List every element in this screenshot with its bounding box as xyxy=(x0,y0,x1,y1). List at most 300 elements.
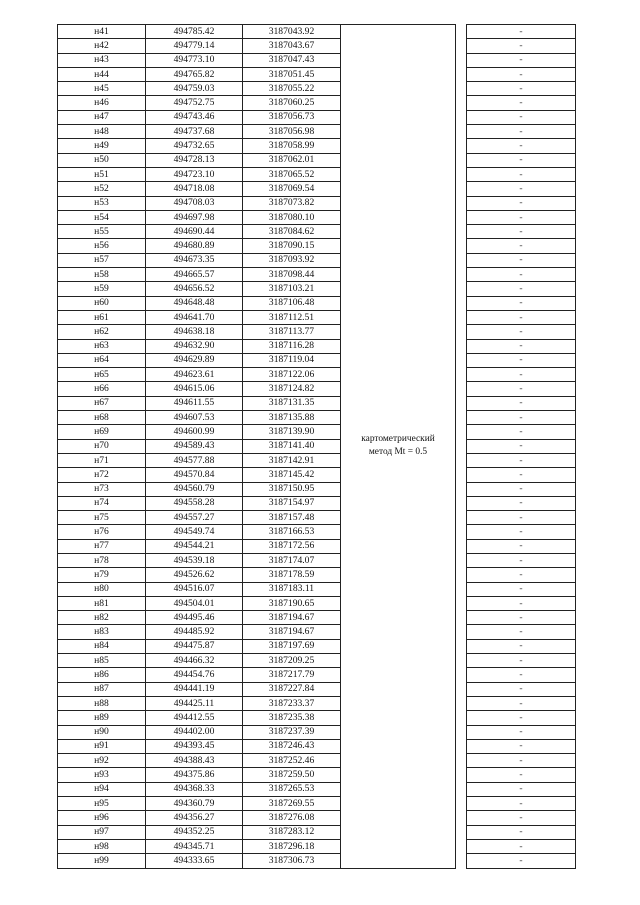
value-cell: - xyxy=(467,139,576,153)
value-cell: - xyxy=(467,353,576,367)
point-id-cell: н48 xyxy=(58,125,146,139)
point-id-cell: н78 xyxy=(58,553,146,567)
y-coordinate-cell: 3187062.01 xyxy=(243,153,341,167)
table-row xyxy=(58,382,576,396)
table-row xyxy=(58,611,576,625)
point-id-cell: н66 xyxy=(58,382,146,396)
x-coordinate-cell: 494360.79 xyxy=(146,797,243,811)
table-row xyxy=(58,654,576,668)
point-id-cell: н82 xyxy=(58,611,146,625)
point-id-cell: н77 xyxy=(58,539,146,553)
y-coordinate-cell: 3187056.73 xyxy=(243,110,341,124)
value-cell: - xyxy=(467,310,576,324)
point-id-cell: н59 xyxy=(58,282,146,296)
y-coordinate-cell: 3187141.40 xyxy=(243,439,341,453)
x-coordinate-cell: 494466.32 xyxy=(146,654,243,668)
table-row xyxy=(58,582,576,596)
x-coordinate-cell: 494570.84 xyxy=(146,468,243,482)
value-cell: - xyxy=(467,239,576,253)
column-gap xyxy=(456,25,467,869)
point-id-cell: н60 xyxy=(58,296,146,310)
value-cell: - xyxy=(467,368,576,382)
y-coordinate-cell: 3187098.44 xyxy=(243,268,341,282)
point-id-cell: н72 xyxy=(58,468,146,482)
x-coordinate-cell: 494526.62 xyxy=(146,568,243,582)
value-cell: - xyxy=(467,854,576,868)
y-coordinate-cell: 3187103.21 xyxy=(243,282,341,296)
y-coordinate-cell: 3187183.11 xyxy=(243,582,341,596)
x-coordinate-cell: 494611.55 xyxy=(146,396,243,410)
x-coordinate-cell: 494352.25 xyxy=(146,825,243,839)
y-coordinate-cell: 3187283.12 xyxy=(243,825,341,839)
y-coordinate-cell: 3187112.51 xyxy=(243,310,341,324)
table-row xyxy=(58,125,576,139)
value-cell: - xyxy=(467,553,576,567)
value-cell: - xyxy=(467,582,576,596)
y-coordinate-cell: 3187113.77 xyxy=(243,325,341,339)
x-coordinate-cell: 494632.90 xyxy=(146,339,243,353)
point-id-cell: н52 xyxy=(58,182,146,196)
x-coordinate-cell: 494333.65 xyxy=(146,854,243,868)
value-cell: - xyxy=(467,153,576,167)
x-coordinate-cell: 494785.42 xyxy=(146,25,243,39)
x-coordinate-cell: 494475.87 xyxy=(146,639,243,653)
point-id-cell: н81 xyxy=(58,596,146,610)
table-row xyxy=(58,539,576,553)
x-coordinate-cell: 494485.92 xyxy=(146,625,243,639)
y-coordinate-cell: 3187043.67 xyxy=(243,39,341,53)
table-row xyxy=(58,525,576,539)
point-id-cell: н50 xyxy=(58,153,146,167)
table-row xyxy=(58,682,576,696)
value-cell: - xyxy=(467,596,576,610)
table-row xyxy=(58,268,576,282)
y-coordinate-cell: 3187116.28 xyxy=(243,339,341,353)
x-coordinate-cell: 494388.43 xyxy=(146,754,243,768)
table-row xyxy=(58,482,576,496)
value-cell: - xyxy=(467,482,576,496)
x-coordinate-cell: 494393.45 xyxy=(146,739,243,753)
table-row xyxy=(58,639,576,653)
point-id-cell: н55 xyxy=(58,225,146,239)
table-row xyxy=(58,811,576,825)
x-coordinate-cell: 494752.75 xyxy=(146,96,243,110)
point-id-cell: н44 xyxy=(58,67,146,81)
y-coordinate-cell: 3187058.99 xyxy=(243,139,341,153)
y-coordinate-cell: 3187142.91 xyxy=(243,453,341,467)
point-id-cell: н98 xyxy=(58,839,146,853)
x-coordinate-cell: 494402.00 xyxy=(146,725,243,739)
y-coordinate-cell: 3187154.97 xyxy=(243,496,341,510)
y-coordinate-cell: 3187069.54 xyxy=(243,182,341,196)
table-row xyxy=(58,182,576,196)
x-coordinate-cell: 494539.18 xyxy=(146,553,243,567)
y-coordinate-cell: 3187269.55 xyxy=(243,797,341,811)
x-coordinate-cell: 494708.03 xyxy=(146,196,243,210)
value-cell: - xyxy=(467,711,576,725)
table-row xyxy=(58,668,576,682)
table-row xyxy=(58,453,576,467)
x-coordinate-cell: 494560.79 xyxy=(146,482,243,496)
value-cell: - xyxy=(467,468,576,482)
table-row xyxy=(58,553,576,567)
x-coordinate-cell: 494737.68 xyxy=(146,125,243,139)
table-row xyxy=(58,153,576,167)
y-coordinate-cell: 3187190.65 xyxy=(243,596,341,610)
x-coordinate-cell: 494600.99 xyxy=(146,425,243,439)
table-row xyxy=(58,296,576,310)
x-coordinate-cell: 494697.98 xyxy=(146,210,243,224)
point-id-cell: н73 xyxy=(58,482,146,496)
point-id-cell: н56 xyxy=(58,239,146,253)
x-coordinate-cell: 494577.88 xyxy=(146,453,243,467)
point-id-cell: н64 xyxy=(58,353,146,367)
x-coordinate-cell: 494641.70 xyxy=(146,310,243,324)
point-id-cell: н61 xyxy=(58,310,146,324)
x-coordinate-cell: 494680.89 xyxy=(146,239,243,253)
value-cell: - xyxy=(467,53,576,67)
value-cell: - xyxy=(467,539,576,553)
point-id-cell: н70 xyxy=(58,439,146,453)
value-cell: - xyxy=(467,268,576,282)
x-coordinate-cell: 494615.06 xyxy=(146,382,243,396)
x-coordinate-cell: 494516.07 xyxy=(146,582,243,596)
value-cell: - xyxy=(467,811,576,825)
point-id-cell: н75 xyxy=(58,511,146,525)
point-id-cell: н63 xyxy=(58,339,146,353)
point-id-cell: н97 xyxy=(58,825,146,839)
point-id-cell: н65 xyxy=(58,368,146,382)
point-id-cell: н74 xyxy=(58,496,146,510)
value-cell: - xyxy=(467,725,576,739)
x-coordinate-cell: 494356.27 xyxy=(146,811,243,825)
x-coordinate-cell: 494441.19 xyxy=(146,682,243,696)
value-cell: - xyxy=(467,210,576,224)
y-coordinate-cell: 3187106.48 xyxy=(243,296,341,310)
point-id-cell: н45 xyxy=(58,82,146,96)
x-coordinate-cell: 494375.86 xyxy=(146,768,243,782)
value-cell: - xyxy=(467,525,576,539)
value-cell: - xyxy=(467,110,576,124)
x-coordinate-cell: 494743.46 xyxy=(146,110,243,124)
value-cell: - xyxy=(467,39,576,53)
value-cell: - xyxy=(467,696,576,710)
y-coordinate-cell: 3187235.38 xyxy=(243,711,341,725)
value-cell: - xyxy=(467,96,576,110)
x-coordinate-cell: 494718.08 xyxy=(146,182,243,196)
y-coordinate-cell: 3187178.59 xyxy=(243,568,341,582)
method-cell xyxy=(341,25,456,869)
point-id-cell: н51 xyxy=(58,167,146,181)
table-row xyxy=(58,368,576,382)
table-row xyxy=(58,282,576,296)
x-coordinate-cell: 494673.35 xyxy=(146,253,243,267)
table-row xyxy=(58,39,576,53)
value-cell: - xyxy=(467,825,576,839)
value-cell: - xyxy=(467,496,576,510)
y-coordinate-cell: 3187276.08 xyxy=(243,811,341,825)
table-row xyxy=(58,425,576,439)
y-coordinate-cell: 3187145.42 xyxy=(243,468,341,482)
x-coordinate-cell: 494345.71 xyxy=(146,839,243,853)
value-cell: - xyxy=(467,839,576,853)
value-cell: - xyxy=(467,411,576,425)
table-row xyxy=(58,854,576,868)
x-coordinate-cell: 494368.33 xyxy=(146,782,243,796)
y-coordinate-cell: 3187150.95 xyxy=(243,482,341,496)
table-row xyxy=(58,839,576,853)
coordinates-table-body xyxy=(58,25,576,869)
table-row xyxy=(58,825,576,839)
value-cell: - xyxy=(467,754,576,768)
value-cell: - xyxy=(467,182,576,196)
point-id-cell: н46 xyxy=(58,96,146,110)
value-cell: - xyxy=(467,82,576,96)
table-row xyxy=(58,768,576,782)
table-row xyxy=(58,696,576,710)
table-row xyxy=(58,53,576,67)
point-id-cell: н93 xyxy=(58,768,146,782)
point-id-cell: н41 xyxy=(58,25,146,39)
x-coordinate-cell: 494648.48 xyxy=(146,296,243,310)
x-coordinate-cell: 494656.52 xyxy=(146,282,243,296)
point-id-cell: н80 xyxy=(58,582,146,596)
y-coordinate-cell: 3187265.53 xyxy=(243,782,341,796)
y-coordinate-cell: 3187233.37 xyxy=(243,696,341,710)
value-cell: - xyxy=(467,296,576,310)
point-id-cell: н86 xyxy=(58,668,146,682)
y-coordinate-cell: 3187073.82 xyxy=(243,196,341,210)
value-cell: - xyxy=(467,639,576,653)
point-id-cell: н85 xyxy=(58,654,146,668)
value-cell: - xyxy=(467,654,576,668)
table-row xyxy=(58,353,576,367)
y-coordinate-cell: 3187246.43 xyxy=(243,739,341,753)
value-cell: - xyxy=(467,768,576,782)
point-id-cell: н71 xyxy=(58,453,146,467)
x-coordinate-cell: 494623.61 xyxy=(146,368,243,382)
coordinates-table xyxy=(57,24,576,869)
y-coordinate-cell: 3187252.46 xyxy=(243,754,341,768)
value-cell: - xyxy=(467,67,576,81)
value-cell: - xyxy=(467,453,576,467)
method-line-2: метод Mt = 0.5 xyxy=(368,447,428,458)
y-coordinate-cell: 3187237.39 xyxy=(243,725,341,739)
point-id-cell: н54 xyxy=(58,210,146,224)
value-cell: - xyxy=(467,511,576,525)
table-row xyxy=(58,67,576,81)
y-coordinate-cell: 3187209.25 xyxy=(243,654,341,668)
x-coordinate-cell: 494629.89 xyxy=(146,353,243,367)
table-row xyxy=(58,797,576,811)
point-id-cell: н47 xyxy=(58,110,146,124)
y-coordinate-cell: 3187043.92 xyxy=(243,25,341,39)
method-line-1: картометрический xyxy=(361,434,435,445)
table-row xyxy=(58,568,576,582)
y-coordinate-cell: 3187135.88 xyxy=(243,411,341,425)
table-row xyxy=(58,82,576,96)
point-id-cell: н88 xyxy=(58,696,146,710)
y-coordinate-cell: 3187217.79 xyxy=(243,668,341,682)
point-id-cell: н67 xyxy=(58,396,146,410)
y-coordinate-cell: 3187065.52 xyxy=(243,167,341,181)
y-coordinate-cell: 3187306.73 xyxy=(243,854,341,868)
y-coordinate-cell: 3187157.48 xyxy=(243,511,341,525)
table-row xyxy=(58,196,576,210)
value-cell: - xyxy=(467,196,576,210)
value-cell: - xyxy=(467,382,576,396)
x-coordinate-cell: 494779.14 xyxy=(146,39,243,53)
x-coordinate-cell: 494544.21 xyxy=(146,539,243,553)
x-coordinate-cell: 494549.74 xyxy=(146,525,243,539)
y-coordinate-cell: 3187055.22 xyxy=(243,82,341,96)
point-id-cell: н62 xyxy=(58,325,146,339)
point-id-cell: н91 xyxy=(58,739,146,753)
table-row xyxy=(58,339,576,353)
table-row xyxy=(58,396,576,410)
x-coordinate-cell: 494759.03 xyxy=(146,82,243,96)
x-coordinate-cell: 494495.46 xyxy=(146,611,243,625)
x-coordinate-cell: 494412.55 xyxy=(146,711,243,725)
y-coordinate-cell: 3187174.07 xyxy=(243,553,341,567)
value-cell: - xyxy=(467,225,576,239)
table-row xyxy=(58,167,576,181)
value-cell: - xyxy=(467,739,576,753)
point-id-cell: н53 xyxy=(58,196,146,210)
table-row xyxy=(58,239,576,253)
value-cell: - xyxy=(467,439,576,453)
point-id-cell: н94 xyxy=(58,782,146,796)
value-cell: - xyxy=(467,396,576,410)
table-row xyxy=(58,725,576,739)
value-cell: - xyxy=(467,568,576,582)
x-coordinate-cell: 494732.65 xyxy=(146,139,243,153)
value-cell: - xyxy=(467,325,576,339)
x-coordinate-cell: 494589.43 xyxy=(146,439,243,453)
y-coordinate-cell: 3187296.18 xyxy=(243,839,341,853)
point-id-cell: н43 xyxy=(58,53,146,67)
value-cell: - xyxy=(467,611,576,625)
x-coordinate-cell: 494557.27 xyxy=(146,511,243,525)
table-row xyxy=(58,596,576,610)
point-id-cell: н95 xyxy=(58,797,146,811)
y-coordinate-cell: 3187060.25 xyxy=(243,96,341,110)
x-coordinate-cell: 494728.13 xyxy=(146,153,243,167)
x-coordinate-cell: 494558.28 xyxy=(146,496,243,510)
y-coordinate-cell: 3187194.67 xyxy=(243,611,341,625)
x-coordinate-cell: 494607.53 xyxy=(146,411,243,425)
point-id-cell: н76 xyxy=(58,525,146,539)
table-row xyxy=(58,754,576,768)
point-id-cell: н84 xyxy=(58,639,146,653)
y-coordinate-cell: 3187227.84 xyxy=(243,682,341,696)
y-coordinate-cell: 3187056.98 xyxy=(243,125,341,139)
table-row xyxy=(58,439,576,453)
table-row xyxy=(58,139,576,153)
y-coordinate-cell: 3187172.56 xyxy=(243,539,341,553)
point-id-cell: н57 xyxy=(58,253,146,267)
value-cell: - xyxy=(467,282,576,296)
x-coordinate-cell: 494454.76 xyxy=(146,668,243,682)
table-row xyxy=(58,739,576,753)
point-id-cell: н69 xyxy=(58,425,146,439)
x-coordinate-cell: 494665.57 xyxy=(146,268,243,282)
value-cell: - xyxy=(467,682,576,696)
table-row xyxy=(58,110,576,124)
value-cell: - xyxy=(467,668,576,682)
table-row xyxy=(58,25,576,39)
y-coordinate-cell: 3187139.90 xyxy=(243,425,341,439)
point-id-cell: н42 xyxy=(58,39,146,53)
value-cell: - xyxy=(467,782,576,796)
table-row xyxy=(58,225,576,239)
x-coordinate-cell: 494690.44 xyxy=(146,225,243,239)
y-coordinate-cell: 3187131.35 xyxy=(243,396,341,410)
point-id-cell: н58 xyxy=(58,268,146,282)
value-cell: - xyxy=(467,625,576,639)
value-cell: - xyxy=(467,425,576,439)
x-coordinate-cell: 494723.10 xyxy=(146,167,243,181)
point-id-cell: н96 xyxy=(58,811,146,825)
table-row xyxy=(58,711,576,725)
y-coordinate-cell: 3187084.62 xyxy=(243,225,341,239)
value-cell: - xyxy=(467,125,576,139)
value-cell: - xyxy=(467,797,576,811)
y-coordinate-cell: 3187259.50 xyxy=(243,768,341,782)
point-id-cell: н87 xyxy=(58,682,146,696)
point-id-cell: н68 xyxy=(58,411,146,425)
table-row xyxy=(58,625,576,639)
y-coordinate-cell: 3187080.10 xyxy=(243,210,341,224)
point-id-cell: н79 xyxy=(58,568,146,582)
point-id-cell: н49 xyxy=(58,139,146,153)
x-coordinate-cell: 494425.11 xyxy=(146,696,243,710)
y-coordinate-cell: 3187197.69 xyxy=(243,639,341,653)
table-row xyxy=(58,325,576,339)
table-row xyxy=(58,411,576,425)
y-coordinate-cell: 3187194.67 xyxy=(243,625,341,639)
table-row xyxy=(58,310,576,324)
table-row xyxy=(58,511,576,525)
table-row xyxy=(58,253,576,267)
y-coordinate-cell: 3187124.82 xyxy=(243,382,341,396)
value-cell: - xyxy=(467,339,576,353)
y-coordinate-cell: 3187093.92 xyxy=(243,253,341,267)
table-row xyxy=(58,782,576,796)
value-cell: - xyxy=(467,25,576,39)
table-row xyxy=(58,210,576,224)
y-coordinate-cell: 3187122.06 xyxy=(243,368,341,382)
value-cell: - xyxy=(467,253,576,267)
x-coordinate-cell: 494773.10 xyxy=(146,53,243,67)
point-id-cell: н92 xyxy=(58,754,146,768)
y-coordinate-cell: 3187051.45 xyxy=(243,67,341,81)
value-cell: - xyxy=(467,167,576,181)
table-row xyxy=(58,468,576,482)
point-id-cell: н83 xyxy=(58,625,146,639)
y-coordinate-cell: 3187119.04 xyxy=(243,353,341,367)
y-coordinate-cell: 3187047.43 xyxy=(243,53,341,67)
y-coordinate-cell: 3187166.53 xyxy=(243,525,341,539)
x-coordinate-cell: 494765.82 xyxy=(146,67,243,81)
point-id-cell: н99 xyxy=(58,854,146,868)
point-id-cell: н90 xyxy=(58,725,146,739)
table-row xyxy=(58,496,576,510)
point-id-cell: н89 xyxy=(58,711,146,725)
table-row xyxy=(58,96,576,110)
y-coordinate-cell: 3187090.15 xyxy=(243,239,341,253)
x-coordinate-cell: 494504.01 xyxy=(146,596,243,610)
